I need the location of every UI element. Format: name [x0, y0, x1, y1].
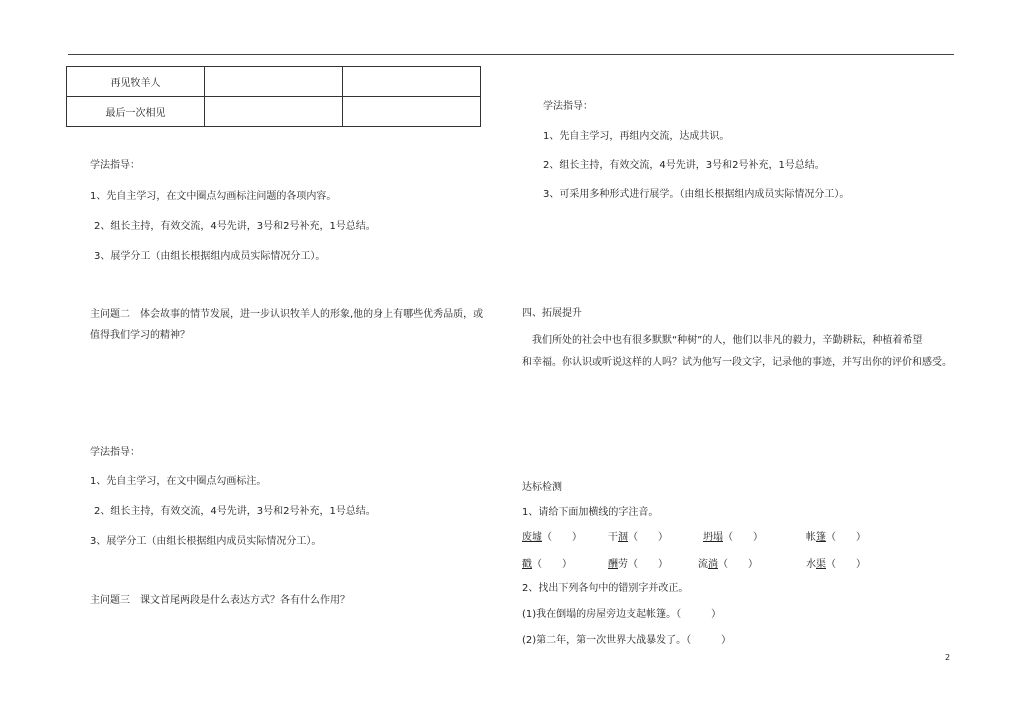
pinyin-item: 酬劳（ ）: [608, 559, 668, 570]
guide-title: 学法指导：: [90, 447, 140, 458]
guide-line: 3、展学分工（由组长根据组内成员实际情况分工）。: [94, 251, 326, 262]
guide-line: 2、组长主持，有效交流，4号先讲，3号和2号补充，1号总结。: [543, 160, 825, 171]
table-row: [67, 97, 481, 127]
test-sentence: (1)我在倒塌的房屋旁边支起帐篷。（ ）: [522, 609, 722, 620]
section-text-line: 和幸福。你认识或听说这样的人吗？试为他写一段文字，记录他的事迹，并写出你的评价和感受。: [522, 357, 952, 368]
guide-title: 学法指导：: [543, 101, 593, 112]
underlined-word: 篷: [816, 532, 826, 543]
table-cell: 再见牧羊人: [67, 67, 205, 97]
guide-title: 学法指导：: [90, 160, 140, 171]
pinyin-item: 水渠（ ）: [806, 559, 866, 570]
table-cell: 最后一次相见: [67, 97, 205, 127]
pinyin-item: 废墟（ ）: [522, 532, 582, 543]
underlined-word: 酬: [608, 559, 618, 570]
test-question: 2、找出下列各句中的错别字并改正。: [522, 583, 689, 594]
guide-line: 2、组长主持，有效交流，4号先讲，3号和2号补充，1号总结。: [94, 506, 376, 517]
underlined-word: 戳: [522, 559, 532, 570]
guide-line: 1、先自主学习，在文中圈点勾画标注问题的各项内容。: [90, 191, 337, 202]
underlined-word: 涸: [618, 532, 628, 543]
section-text-line: 我们所处的社会中也有很多默默“种树”的人，他们以非凡的毅力，辛勤耕耘，种植着希望: [532, 335, 923, 346]
pinyin-item: 干涸（ ）: [608, 532, 668, 543]
pinyin-item: 戳（ ）: [522, 559, 572, 570]
table-cell: [205, 97, 343, 127]
pinyin-item: 流淌（ ）: [698, 559, 758, 570]
comparison-table: [66, 66, 481, 127]
pinyin-item: 坍塌（ ）: [703, 532, 763, 543]
underlined-word: 坍塌: [703, 532, 723, 543]
header-rule: [68, 54, 954, 55]
question-two-line: 主问题二 体会故事的情节发展，进一步认识牧羊人的形象,他的身上有哪些优秀品质，或: [90, 309, 484, 320]
table-cell: [343, 97, 481, 127]
question-two-line: 值得我们学习的精神？: [90, 330, 190, 341]
table-row: [67, 67, 481, 97]
question-three: 主问题三 课文首尾两段是什么表达方式？各有什么作用？: [90, 595, 350, 606]
table-cell: [343, 67, 481, 97]
table-cell: [205, 67, 343, 97]
guide-line: 3、可采用多种形式进行展学。（由组长根据组内成员实际情况分工）。: [543, 189, 850, 200]
section-title: 四、拓展提升: [522, 308, 582, 319]
guide-line: 2、组长主持，有效交流，4号先讲，3号和2号补充，1号总结。: [94, 221, 376, 232]
test-sentence: (2)第二年，第一次世界大战暴发了。（ ）: [522, 635, 732, 646]
pinyin-item: 帐篷（ ）: [806, 532, 866, 543]
underlined-word: 渠: [816, 559, 826, 570]
guide-line: 3、展学分工（由组长根据组内成员实际情况分工）。: [90, 536, 322, 547]
test-question: 1、请给下面加横线的字注音。: [522, 507, 659, 518]
page-number: 2: [945, 653, 951, 662]
underlined-word: 淌: [708, 559, 718, 570]
test-title: 达标检测: [522, 482, 562, 493]
guide-line: 1、先自主学习，在文中圈点勾画标注。: [90, 476, 267, 487]
underlined-word: 废墟: [522, 532, 542, 543]
guide-line: 1、先自主学习，再组内交流，达成共识。: [543, 131, 730, 142]
